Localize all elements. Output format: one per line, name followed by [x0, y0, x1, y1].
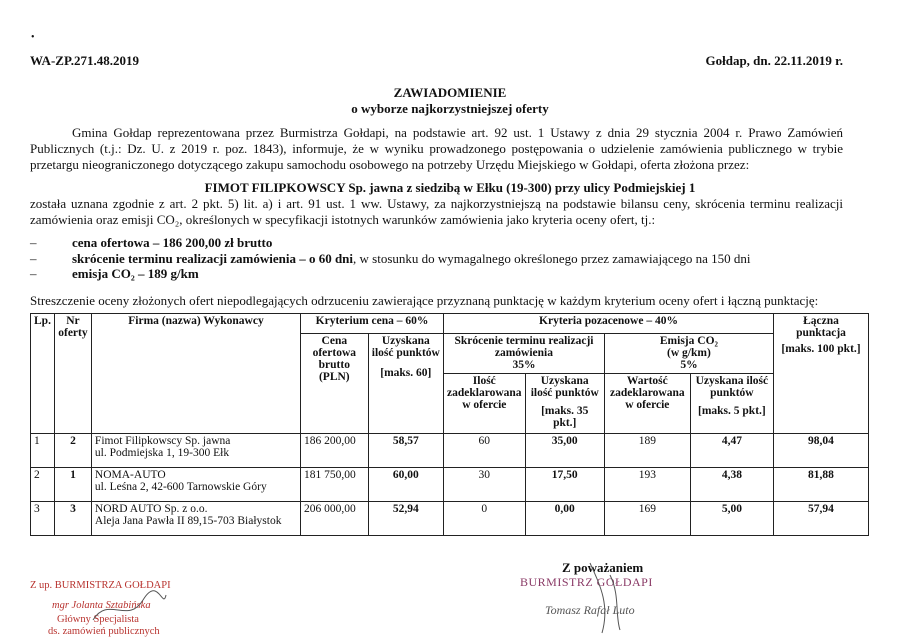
reference-number: WA-ZP.271.48.2019 — [30, 53, 139, 68]
cell-total: 81,88 — [773, 468, 868, 502]
header-price-pts-label: Uzyskana ilość punktów — [371, 335, 440, 359]
header-co2-pts-label: Uzyskana ilość punktów — [695, 375, 769, 399]
title-line-2: o wyborze najkorzystniejszej oferty — [351, 101, 549, 116]
cell-co2-pts: 4,38 — [690, 468, 773, 502]
cell-co2-pts: 4,47 — [690, 434, 773, 468]
header-total-max: [maks. 100 pkt.] — [781, 343, 861, 355]
firm-name: NORD AUTO Sp. z o.o. — [94, 503, 208, 515]
cell-firm — [91, 468, 300, 502]
deputy-stamp-line2: mgr Jolanta Sztabińska — [52, 600, 151, 611]
cell-price-pts: 58,57 — [368, 434, 443, 468]
header-co2-max: [maks. 5 pkt.] — [698, 405, 766, 417]
intro-text: Gmina Gołdap reprezentowana przez Burmistrza Gołdapi, na podstawie art. 92 ust. 1 Ustawy z dnia 29 stycznia 2004 r. Prawo Zamówień Publicznych (t.j.: Dz. U. z 2019 r. poz. 1843), informuje, że w wyniku prowadzonego postępowania o udzielenie zamówienia publicznego w trybie przetargu nieograniczonego dotyczącego zakupu samochodu osobowego na potrzeby Urzędu Miejskiego w Gołdapi, oferta złożona przez: — [30, 125, 843, 172]
criterion-dash: – — [30, 266, 37, 281]
header-term-pts — [525, 374, 604, 434]
cell-price: 206 000,00 — [301, 502, 369, 536]
criterion-dash: – — [30, 235, 37, 250]
header-nr: Nr oferty — [54, 314, 91, 434]
intro-paragraph — [30, 125, 843, 173]
cell-co2-pts: 5,00 — [690, 502, 773, 536]
cell-co2: 193 — [604, 468, 690, 502]
header-term-pts-label: Uzyskana ilość punktów — [530, 375, 599, 399]
cell-term-pts: 0,00 — [525, 502, 604, 536]
cell-price: 186 200,00 — [301, 434, 369, 468]
criterion-rest: , w stosunku do wymagalnego określonego przez zamawiającego na 150 dni — [353, 251, 751, 266]
cell-term-pts: 17,50 — [525, 468, 604, 502]
cell-co2: 169 — [604, 502, 690, 536]
deputy-stamp-line1: Z up. BURMISTRZA GOŁDAPI — [30, 580, 171, 591]
cell-total: 98,04 — [773, 434, 868, 468]
regards-heading: Z poważaniem — [562, 560, 644, 575]
header-firm: Firma (nazwa) Wykonawcy — [91, 314, 300, 434]
document-title — [0, 85, 900, 117]
deputy-stamp-line3: Główny Specjalista — [57, 614, 139, 625]
cell-term-pts: 35,00 — [525, 434, 604, 468]
title-line-1: ZAWIADOMIENIE — [393, 85, 507, 100]
cell-co2: 189 — [604, 434, 690, 468]
header-co2-pct: 5% — [680, 359, 698, 371]
cell-nr: 3 — [54, 502, 91, 536]
table-row — [31, 468, 869, 502]
cell-term: 0 — [444, 502, 526, 536]
cell-lp: 3 — [31, 502, 55, 536]
cell-term: 30 — [444, 468, 526, 502]
reason-paragraph: została uznana zgodnie z art. 2 pkt. 5) lit. a) i art. 91 ust. 1 ww. Ustawy, za najkorzystniejszą na podstawie bilansu ceny, skrócenia terminu realizacji zamówienia oraz emisji CO₂, określonych w specyfikacji istotnych warunków zamówienia jako kryteria oceny ofert, tj.: — [30, 196, 843, 227]
header-co2-unit: (w g/km) — [667, 347, 711, 359]
firm-address: ul. Podmiejska 1, 19-300 Ełk — [94, 447, 230, 459]
firm-address: Aleja Jana Pawła II 89,15-703 Białystok — [94, 515, 282, 527]
cell-lp: 1 — [31, 434, 55, 468]
header-term-max: [maks. 35 pkt.] — [541, 405, 589, 429]
cell-price-pts: 60,00 — [368, 468, 443, 502]
criterion-dash: – — [30, 251, 37, 266]
header-total-label: Łączna punktacja — [796, 315, 846, 339]
header-price: Cena ofertowa brutto (PLN) — [301, 334, 369, 434]
criterion-bold: emisja CO₂ – 189 g/km — [72, 266, 199, 281]
cell-firm — [91, 502, 300, 536]
header-price-max: [maks. 60] — [380, 367, 432, 379]
header-price-group: Kryterium cena – 60% — [301, 314, 444, 334]
cell-price-pts: 52,94 — [368, 502, 443, 536]
signature-scribble — [580, 555, 650, 635]
header-term-group — [444, 334, 605, 374]
cell-price: 181 750,00 — [301, 468, 369, 502]
header-price-pts — [368, 334, 443, 434]
header-co2-pts — [690, 374, 773, 434]
mayor-name: Tomasz Rafał Luto — [545, 603, 635, 617]
cell-firm — [91, 434, 300, 468]
header-nonprice-group: Kryteria pozacenowe – 40% — [444, 314, 774, 334]
cell-nr: 2 — [54, 434, 91, 468]
criterion-bold: skrócenie terminu realizacji zamówienia – o 60 dni — [72, 251, 354, 266]
mayor-stamp: BURMISTRZ GOŁDAPI — [520, 575, 653, 589]
firm-address: ul. Leśna 2, 42-600 Tarnowskie Góry — [94, 481, 267, 493]
corner-mark: • — [31, 32, 35, 43]
header-co2-group — [604, 334, 773, 374]
place-date: Gołdap, dn. 22.11.2019 r. — [705, 53, 843, 68]
offers-table — [30, 313, 869, 536]
header-co2-val: Wartość zadeklarowana w ofercie — [604, 374, 690, 434]
cell-nr: 1 — [54, 468, 91, 502]
summary-line: Streszczenie oceny złożonych ofert niepodlegających odrzuceniu zawierające przyznaną punktację w każdym kryterium oceny ofert i łączną punktację: — [30, 293, 819, 308]
cell-term: 60 — [444, 434, 526, 468]
header-lp: Lp. — [31, 314, 55, 434]
deputy-signature-scribble — [88, 590, 168, 630]
winner-line: FIMOT FILIPKOWSCY Sp. jawna z siedzibą w Ełku (19-300) przy ulicy Podmiejskiej 1 — [204, 180, 696, 195]
firm-name: NOMA-AUTO — [94, 469, 166, 481]
header-total — [773, 314, 868, 434]
cell-lp: 2 — [31, 468, 55, 502]
header-term-pct: 35% — [512, 359, 536, 371]
table-row — [31, 434, 869, 468]
deputy-stamp-line4: ds. zamówień publicznych — [48, 626, 160, 637]
table-row — [31, 502, 869, 536]
criterion-bold: cena ofertowa – 186 200,00 zł brutto — [72, 235, 273, 250]
firm-name: Fimot Filipkowscy Sp. jawna — [94, 435, 231, 447]
cell-total: 57,94 — [773, 502, 868, 536]
header-term-label: Skrócenie terminu realizacji zamówienia — [454, 335, 594, 359]
header-co2-label: Emisja CO₂ — [659, 335, 718, 347]
header-term-val: Ilość zadeklarowana w ofercie — [444, 374, 526, 434]
